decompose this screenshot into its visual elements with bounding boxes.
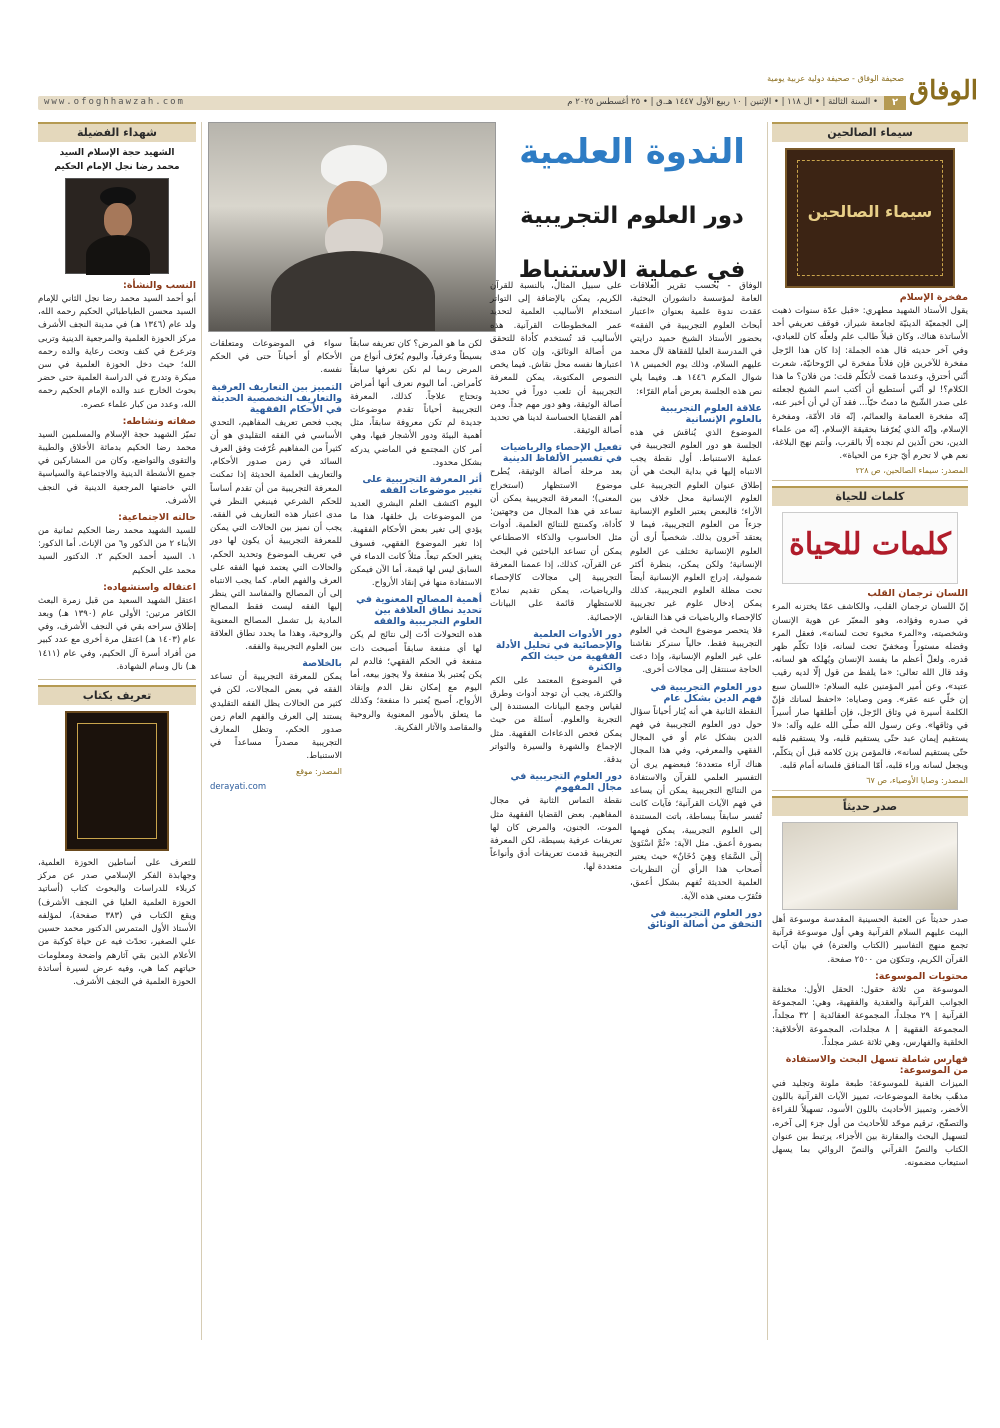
divider: [772, 480, 968, 481]
divider: [772, 790, 968, 791]
robe-shape: [271, 251, 435, 332]
article-subheading: تفعيل الإحصاء والرياضيات في تفسير الألفاظ الدينية: [500, 442, 622, 465]
article-subheading: علاقة العلوم التجريبية بالعلوم الإنسانية: [660, 402, 762, 425]
column-divider: [201, 122, 202, 1340]
article-subheading: محتويات الموسوعة:: [874, 970, 968, 982]
article-paragraph: للسيد الشهيد محمد رضا الحكيم ثمانية من الأبناء ٢ من الذكور و٦ من الإناث. أما الذكور: ١. السيد أحمد الحكيم ٢. الدكتور السيد محمد علي الحكيم: [38, 526, 196, 576]
article-paragraph: بعد مرحلة أصالة الوثيقة، يُطرح موضوع الاستظهار (استخراج المعنى)؛ المعرفة التجريبية يمكن أن تساعد في هذا المجال من وجهتين: كأداة، وكمنتج للنتائج العلمية. أدوات مثل الحاسوب والذكاء الاصطناعي يمكن أن تساعد الباحثين في البحث عن القرآن، كذلك، إذا عممنا المعرفة التجريبية إلى مجالات كالإحصاء والرياضيات، يمكن تقديم نماذج للاستظهار قائمة على البيانات الإحصائية.: [490, 467, 622, 623]
masthead: [38, 68, 978, 116]
right-column: [772, 122, 968, 1170]
martyr-name-line: محمد رضا نجل الإمام الحكيم: [54, 162, 180, 172]
article-paragraph: في الموضوع المعتمد على الكم والكثرة، يجب أن توجد أدوات وطرق لقياس وجمع البيانات المستندة إلى التجربة والعلوم. أسئلة من حيث يمكن فحص الدعاءات الفقهية. مثل الإجماع والشهرة والسيرة والتواتر بدقة.: [490, 675, 622, 766]
encyclopedia-photo: [782, 822, 958, 910]
article-column-3: [350, 338, 482, 932]
article-columns: [208, 281, 762, 932]
book-cover-title: سيماء الصالحين: [807, 202, 933, 221]
article-subheading: مفخرة الإسلام: [899, 292, 968, 303]
section-header-kalimat: كلمات للحياة: [772, 486, 968, 506]
article-subheading: أثر المعرفة التجريبية على تغيير موضوعات الفقه: [362, 474, 482, 497]
article-subheading: النسب والنشأة:: [123, 280, 196, 291]
column-divider: [767, 122, 768, 1340]
article-subheading: حالته الاجتماعية:: [118, 512, 196, 524]
article-paragraph: الموسوعة من ثلاثة حقول: الحقل الأول: مختلفة الجوانب القرآنية والعقدية والفقهية، وهي: المجموعة القرآنية | ٢٩ مجلداً، المجموعة العقائدية | ٣٢ مجلداً، المجموعة الفقهية | ٨ مجلدات، المجموعة الأخلاقية: الخلقية والفهارس، وهي ثلاثة عشر مجلداً.: [772, 984, 969, 1048]
divider: [38, 679, 196, 680]
book-cover-image: [65, 711, 169, 851]
article-paragraph: صدر حديثاً عن العتبة الحسينية المقدسة موسوعة أهل البيت عليهم السلام القرآنية وهي أول موسوعة قرآنية تجمع منهج التفاسير (الكتاب والعترة) في بيان آيات القرآن الكريم، وتتكوّن من ٢٥٠٠ صفحة.: [772, 915, 968, 965]
article-subheading: التمييز بين التعاريف العرفية والتعاريف التخصصية الحديثة في الأحكام الفقهية: [211, 381, 342, 415]
article-subheading: دور العلوم التجريبية في التحقق من أصالة الوثائق: [647, 907, 762, 930]
headline-subtitle: في عملية الاستنباط: [518, 257, 746, 283]
headline-subtitle: دور العلوم التجريبية: [520, 203, 744, 229]
article-subheading: دور العلوم التجريبية في مجال المفهوم: [510, 771, 622, 794]
section-header-simaa: سيماء الصالحين: [772, 122, 968, 142]
section-header-new-release: صدر حديثاً: [772, 796, 968, 816]
article-paragraph: الوفاق - بحسب تقرير العلاقات العامة لمؤسسة دانشوران البحثية، عقدت ندوة علمية بعنوان «اعتبار أبحاث العلوم التجريبية في الفقه» بحضور الأستاذ الشيخ حميد درايتي في المدرسة العليا للفقاهة لآل محمد عليهم السلام، وذلك يوم الخميس ١٨ شوال المكرم ١٤٤٦ هـ. وفيما يلي نص هذه الجلسة بعرض أمام القرّاء:: [630, 281, 762, 397]
newspaper-slogan: صحيفة الوفاق - صحيفة دولية عربية يومية: [767, 74, 904, 83]
article-subheading: اللسان ترجمان القلب: [867, 588, 968, 600]
article-paragraph: يجب فحص تعريف المفاهيم، التحدي الأساسي في الفقه التقليدي هو أن كثيراً من المفاهيم عُرّفت وفق العرف السائد في زمن صدور الأحكام، والتعاريف العلمية الحديثة إذا تمكنت المعرفة التجريبية من أن تقدم أساساً للحكم الشرعي فينبغي النظر في مدى اعتبار هذه التعاريف في الفقه. يجب أن نميز بين الحالات التي يمكن للمعرفة التجريبية أن يكون لها دور في تعريف الموضوع وتحديد الحكم، والحالات التي يعتمد فيها الفقه على العرف والفهم العام. كما يجب الانتباه إلى أن المصالح والمفاسد التي ينظر إليها الفقه ليست فقط المصالح المادية بل تشمل المصالح المعنوية والروحية، وهذا ما يحدد نطاق العلاقة بين العلوم التجريبية والفقه.: [210, 417, 342, 653]
speaker-portrait: [208, 122, 496, 332]
article-paragraph: إنّ اللسان ترجمان القلب، والكاشف عمّا يختزنه المرء في صدره وفؤاده، وهو المعبّر عن هوية الإنسان وشخصيته، و«المرء مخبوء تحت لسانه»، فعقل المرء وفضله مستوراً ومخفيّ تحت لسانه، فإذا تكلّم ظهر قدره. ولعلّ أعظم ما يفسد الإنسان ويُهلكه هو لسانه، وقد قال الله تعالى: «ما يلفظ من قول إلّا لديه رقيب عتيد»، وعن أمير المؤمنين عليه السلام: «اللسان سبع إن خلّي عنه عقر». ومن وصاياه: «احفظ لسانك فإنّ الكلمة أسيرة في وثاق الرّجل، فإن أطلقها صار أسيراً في وثاقها». وعن رسول الله صلّى الله عليه وآله: «لا يستقيم إيمان عبد حتّى يستقيم قلبه، ولا يستقيم قلبه حتّى يستقيم لسانه»، فالمؤمن يزن كلامه قبل أن يتكلّم، ويجعل لسانه وراء قلبه، أمّا المنافق فلسانه أمام قلبه.: [772, 602, 968, 771]
robe-shape: [86, 235, 150, 275]
kalimat-logo: [782, 512, 958, 584]
article-paragraph: لكن ما هو المرض؟ كان تعريفه سابقاً بسيطاً وعرفياً، واليوم يُعرّف أنواع من المرض ربما لم نكن نعرفها سابقاً كأمراض. أما اليوم نعرف أنها أمراض وتحتاج علاجاً. كذلك، المعرفة التجريبية أحياناً تقدم موضوعات جديدة لم تكن معروفة سابقاً، مثل أهمية البيئة ودور الأشجار فيها، وهي أمر كان المجتمع في الماضي يدركه بشكل محدود.: [350, 339, 482, 468]
martyr-name-line: الشهيد حجة الإسلام السيد: [59, 148, 175, 158]
article-paragraph: اليوم اكتشف العلم البشري العديد من الموضوعات بل خلقها، هذا ما يؤدي إلى تغير بعض الأحكام الفقهية. إذا تغير الموضوع الفقهي، فسوف يتغير الحكم تبعاً. مثلاً كانت الدماء في السابق ليس لها قيمة، أما الآن فيمكن الاستفادة منها في إنقاذ الأرواح.: [350, 499, 482, 589]
source-link[interactable]: derayati.com: [210, 781, 267, 792]
article-paragraph: على سبيل المثال، بالنسبة للقرآن الكريم، يمكن بالإضافة إلى التواتر استخدام الأساليب العلمية لتحديد عمر المخطوطات القرآنية. هذه الأساليب قد تُستخدم كأداة للتحقق من أصالة الوثائق، وإن كان مدى اعتبارها نفسه محل نقاش. فيما يخص النصوص المكتوبة، يمكن للمعرفة التجريبية أن تلعب دوراً في تحديد أصالة الوثيقة، وهو دور مهم جداً. ومن أهم القضايا الحساسة لدينا هي تحديد أصالة الوثيقة.: [490, 281, 622, 437]
article-subheading: أهمية المصالح المعنوية في تحديد نطاق العلاقة بين العلوم التجريبية والفقه: [356, 594, 482, 628]
article-paragraph: يمكن للمعرفة التجريبية أن تساعد الفقه في بعض المجالات، لكن في كثير من الحالات يظل الفقه التقليدي يستند إلى العرف والفهم العام زمن صدور الحكم، وتظل المعارف التجريبية مصدراً مساعداً في الاستنباط.: [210, 672, 342, 762]
ornament-frame: [77, 723, 157, 839]
face-shape: [104, 203, 132, 237]
section-header-book-intro: تعريف بكتاب: [38, 685, 196, 705]
article-paragraph: نقطة التماس الثانية في مجال المفاهيم. بعض القضايا الفقهية مثل الموت، الجنون، والمرض كان لها تعريفات عرفية بسيطة، لكن المعرفة التجريبية قدمت تعريفات أدق وأنواعاً متعددة لها.: [490, 796, 622, 873]
article-paragraph: هذه التحولات أدّت إلى نتائج لم يكن لها أي منفعة سابقاً أصبحت ذات منفعة في الحكم الفقهي؛ فالدم لم يكن يُعتبر بلا منفعة ولا يجوز بيعه، أما اليوم مع إمكان نقل الدم وإنقاذ الأرواح، أصبح يُعتبر ذا منفعة؛ وكذلك ما يتعلق بالأمور المعنوية والروحية والمقاصد والآثار الفكرية.: [350, 630, 482, 733]
article-paragraph: أبو أحمد السيد محمد رضا نجل الثاني للإمام السيد محسن الطباطبائي الحكيم رحمه الله، ولد عام (١٣٤٦ هـ) في مدينة النجف الأشرف مركز الحوزة العلمية والمرجعية الدينية وتربى وترعرع في كنف وتحت رعاية والده رحمه الله؛ حيث دخل الحوزة العلمية في سن مبكرة وتدرج في الدراسة العلمية حتى حضر بحوث الخارج عند والده الإمام الحكيم رحمه الله، وعدد من كبار علماء عصره.: [38, 294, 196, 410]
article-source: المصدر: موقع: [295, 766, 342, 776]
article-paragraph: للتعرف على أساطين الحوزة العلمية، وجهابذة الفكر الإسلامي صدر عن مركز كربلاء للدراسات والبحوث كتاب (أساتيد الحوزة العلمية العليا في النجف الأشرف) ويقع الكتاب في (٣٨٣ صفحة)، لمؤلفه الأستاذ الأول المتمرس الدكتور محمد حسين علي الصغير، تحدّث فيه عن حياة كوكبة من الأعلام الذين بقي آثارهم واضحة ومعلومات حياتهم كما هي، وفيه عرض لسيرة أساتذة الحوزة العلمية في النجف الأشرف.: [38, 858, 196, 987]
article-column-2: [490, 280, 622, 932]
article-subheading: اعتقاله واستشهاده:: [103, 581, 196, 593]
article-subheading: دور العلوم التجريبية في فهم الدين بشكل عام: [650, 681, 762, 704]
article-paragraph: الموضوع الذي يُناقش في هذه الجلسة هو دور العلوم التجريبية في عملية الاستنباط. أول نقطة يجب الانتباه إليها في بداية البحث هي أن إطلاق عنوان العلوم التجريبية على العلوم الإنسانية محل خلاف بين الآراء؛ فالبعض يعتبر العلوم الإنسانية جزءاً من العلوم التجريبية، فيما لا يعتقد آخرون بذلك. شخصياً أرى أن العلوم الإنسانية تختلف عن العلوم الإنسانية؛ ولكن يمكن، بنظرة أكثر شمولية، إدراج العلوم الإنسانية أيضاً تحت مظلة العلوم التجريبية، كذلك يمكن إدخال علوم غير تجريبية كالإحصاء والرياضيات في هذا النقاش، فلا يتحصر موضوع البحث في العلوم التجريبية فقط. حالياً سنركز نقاشنا على غير العلوم الإنسانية، وإذا دعت الحاجة سننتقل إلى مجالات أخرى.: [630, 427, 762, 676]
issue-info: • السنة الثالثة | • ال ١١٨ | • الإثنين | ١٠ ربيع الأول ١٤٤٧ هـ.ق | • ٢٥ أغسطس ٢٠٢٥ م: [567, 97, 878, 107]
martyr-name: [38, 146, 196, 174]
article-source: المصدر: وصايا الأوصياء، ص ٦٧: [866, 776, 968, 786]
headline-block: [502, 128, 762, 292]
issue-bar: [38, 96, 906, 110]
book-cover-image: [785, 148, 955, 288]
article-column-1: [630, 280, 762, 932]
article-source: المصدر: سيماء الصالحين، ص ٢٢٨: [855, 466, 968, 476]
left-column: [38, 122, 196, 989]
article-paragraph: اعتقل الشهيد السعيد من قبل زمرة البعث الكافر مرتين: الأولى عام (١٣٩٠ هـ) وبعد إطلاق سراحه بقي في النجف الأشرف، وفي عام (١٤٠٣ هـ) اعتقل مرة أخرى مع عدد كبير من أفراد أسرة آل الحكيم، وفي عام (١٤١١ هـ) نال وسام الشهادة.: [38, 595, 196, 672]
article-paragraph: الميزات الفنية للموسوعة: طبعة ملونة وتجليد فني مذهّب بخامة الموضوعات، تمييز الآيات القرآنية باللون الأخضر، وتمييز الأحاديث باللون الأسود، تسهيلاً للقراءة والتصفّح، ترقيم موحّد للأحاديث من أول جزء إلى آخره، لتسهيل البحث والمقارنة بين الأجزاء، يرتبط بين عنوان الكتاب والنصّ القرآني والنصّ الروائي بما يسهل استيعاب مضمونه.: [772, 1078, 968, 1169]
article-paragraph: النقطة الثانية هي أنه يُثار أحياناً سؤال حول دور العلوم التجريبية في فهم الدين بشكل عام أو في المجال الفقهي والمعرفي، وفي هذا المجال هناك آراء متعددة؛ فبعضهم يرى أن التفسير العلمي للقرآن والاستفادة من النتائج التجريبية يمكن أن يساعد في فهم الآيات القرآنية؛ فآيات كانت تُفسر سابقاً ببساطة، باتت المستندة إلى العلوم التجريبية، يمكن فهمها بصورة أعمق. مثل الآية: «ثُمَّ اسْتَوَىٰ إِلَى السَّمَاءِ وَهِيَ دُخَانٌ» حيث يعتبر أصحاب هذا الرأي أن النظريات العلمية الحديثة تُفهم بشكل أعمق، فتُقرّب معنى هذه الآية.: [630, 706, 762, 902]
site-url[interactable]: www.ofoghhawzah.com: [44, 97, 185, 107]
article-subheading: بالخلاصة: [302, 658, 342, 670]
article-column-4: [210, 338, 342, 932]
article-paragraph: سواء في الموضوعات ومتعلقات الأحكام أو أحياناً حتى في الحكم نفسه.: [210, 339, 342, 376]
section-header-martyrs: شهداء الفضيلة: [38, 122, 196, 142]
martyr-photo: [65, 178, 169, 274]
article-paragraph: يقول الأستاذ الشهيد مطهري: «قبل عدّة سنوات ذهبت إلى الجمعيّة الدينيّة لجامعة شيراز، فوقف تعريفي أحد الأساتذة هناك، وكان قبلاً طالب علم ولعلّه كان للعبادي، وفي آخر حديثه قال هذه الجملة: إذا كان هذا الرّجل مفخرة للآخرين فإن فلاناً مفخرة لي الرّوحانيّة، شعرت أنّني أحترق، وعندما قمت لأتكلّم قلت: من فلان؟ ما هذا الكلام؟! لو أنّني أستطيع أن أكتب اسم الشيخ لجعلته على صدر الشّيخ ما دمتُ حيّاً... فقد آن لي أن أخبر عنه، إنّه مفخرة العمامة والعمائم، إنّه قاد الأمّة، ومفخرة الإسلام، وإنّه الذي يُعرّفنا بحقيقة الإسلام، إنّه من علماء الدين، نحن الّذين لم نجده إلّا بالقرب، وأنتم نهج البلاغة، نعم هي لا تحرم أيّ جزء من الحياة».: [772, 306, 968, 462]
article-subheading: دور الأدوات العلمية والإحصائية في تحليل الأدلة الفقهية من حيث الكم والكثرة: [495, 628, 622, 673]
headline-title: الندوة العلمية: [519, 132, 745, 172]
page-number: ٢: [884, 96, 906, 110]
article-subheading: صفاته ونشاطه:: [122, 415, 196, 427]
article-paragraph: تميّز الشهيد حجة الإسلام والمسلمين السيد محمد رضا الحكيم بدماثة الأخلاق والطيبة والتقوى والتواضع، وكان من المشاركين في جميع الأنشطة الدينية والاجتماعية والسياسية التي خاضتها المرجعية الدينية في النجف الأشرف.: [38, 429, 196, 506]
article-subheading: فهارس شاملة تسهل البحث والاستفادة من الموسوعة:: [785, 1053, 968, 1076]
newspaper-logo[interactable]: الوفاق: [908, 76, 978, 106]
kalimat-logo-text: كلمات للحياة: [789, 527, 951, 563]
